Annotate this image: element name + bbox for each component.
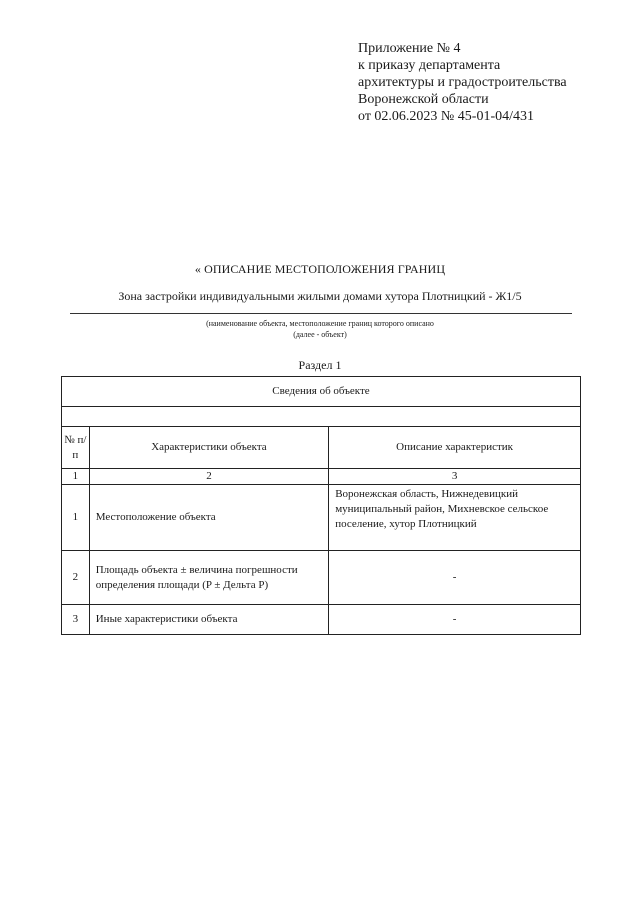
section-title: Раздел 1	[298, 358, 342, 372]
column-number-2: 2	[89, 469, 328, 485]
appendix-line-order: к приказу департамента	[358, 58, 501, 73]
appendix-line-department: архитектуры и градостроительства	[358, 75, 567, 90]
object-name: Зона застройки индивидуальными жилыми домами хутора Плотницкий - Ж1/5	[118, 289, 522, 303]
row-2-characteristic: Площадь объекта ± величина погрешности определения площади (P ± Дельта P)	[89, 551, 328, 605]
row-1-characteristic: Местоположение объекта	[89, 485, 328, 551]
row-3-description: -	[329, 605, 581, 635]
header-description: Описание характеристик	[329, 427, 581, 469]
appendix-line-number: Приложение № 4	[358, 41, 461, 56]
column-number-row	[62, 469, 581, 485]
table-heading-row	[62, 377, 581, 407]
appendix-block	[358, 40, 628, 125]
table-row	[62, 551, 581, 605]
header-characteristic: Характеристики объекта	[89, 427, 328, 469]
row-2-num: 2	[62, 551, 90, 605]
row-1-description: Воронежская область, Нижнедевицкий муниципальный район, Михневское сельское поселение, хутор Плотницкий	[329, 485, 581, 551]
table-empty-cell	[62, 407, 581, 427]
row-2-description: -	[329, 551, 581, 605]
row-3-characteristic: Иные характеристики объекта	[89, 605, 328, 635]
object-name-underline	[70, 313, 572, 314]
object-name-caption	[0, 318, 640, 340]
appendix-line-date: от 02.06.2023 № 45-01-04/431	[358, 109, 535, 124]
table-heading: Сведения об объекте	[62, 377, 581, 407]
row-3-num: 3	[62, 605, 90, 635]
table-header-row	[62, 427, 581, 469]
header-num: № п/п	[62, 427, 90, 469]
row-1-num: 1	[62, 485, 90, 551]
document-title: « ОПИСАНИЕ МЕСТОПОЛОЖЕНИЯ ГРАНИЦ	[194, 262, 446, 276]
caption-line-2: (далее - объект)	[293, 330, 347, 339]
column-number-1: 1	[62, 469, 90, 485]
caption-line-1: (наименование объекта, местоположение границ которого описано	[206, 319, 434, 328]
table-row	[62, 485, 581, 551]
table-empty-row	[62, 407, 581, 427]
object-info-table	[61, 376, 581, 635]
appendix-line-region: Воронежской области	[358, 92, 489, 107]
table-row	[62, 605, 581, 635]
column-number-3: 3	[329, 469, 581, 485]
